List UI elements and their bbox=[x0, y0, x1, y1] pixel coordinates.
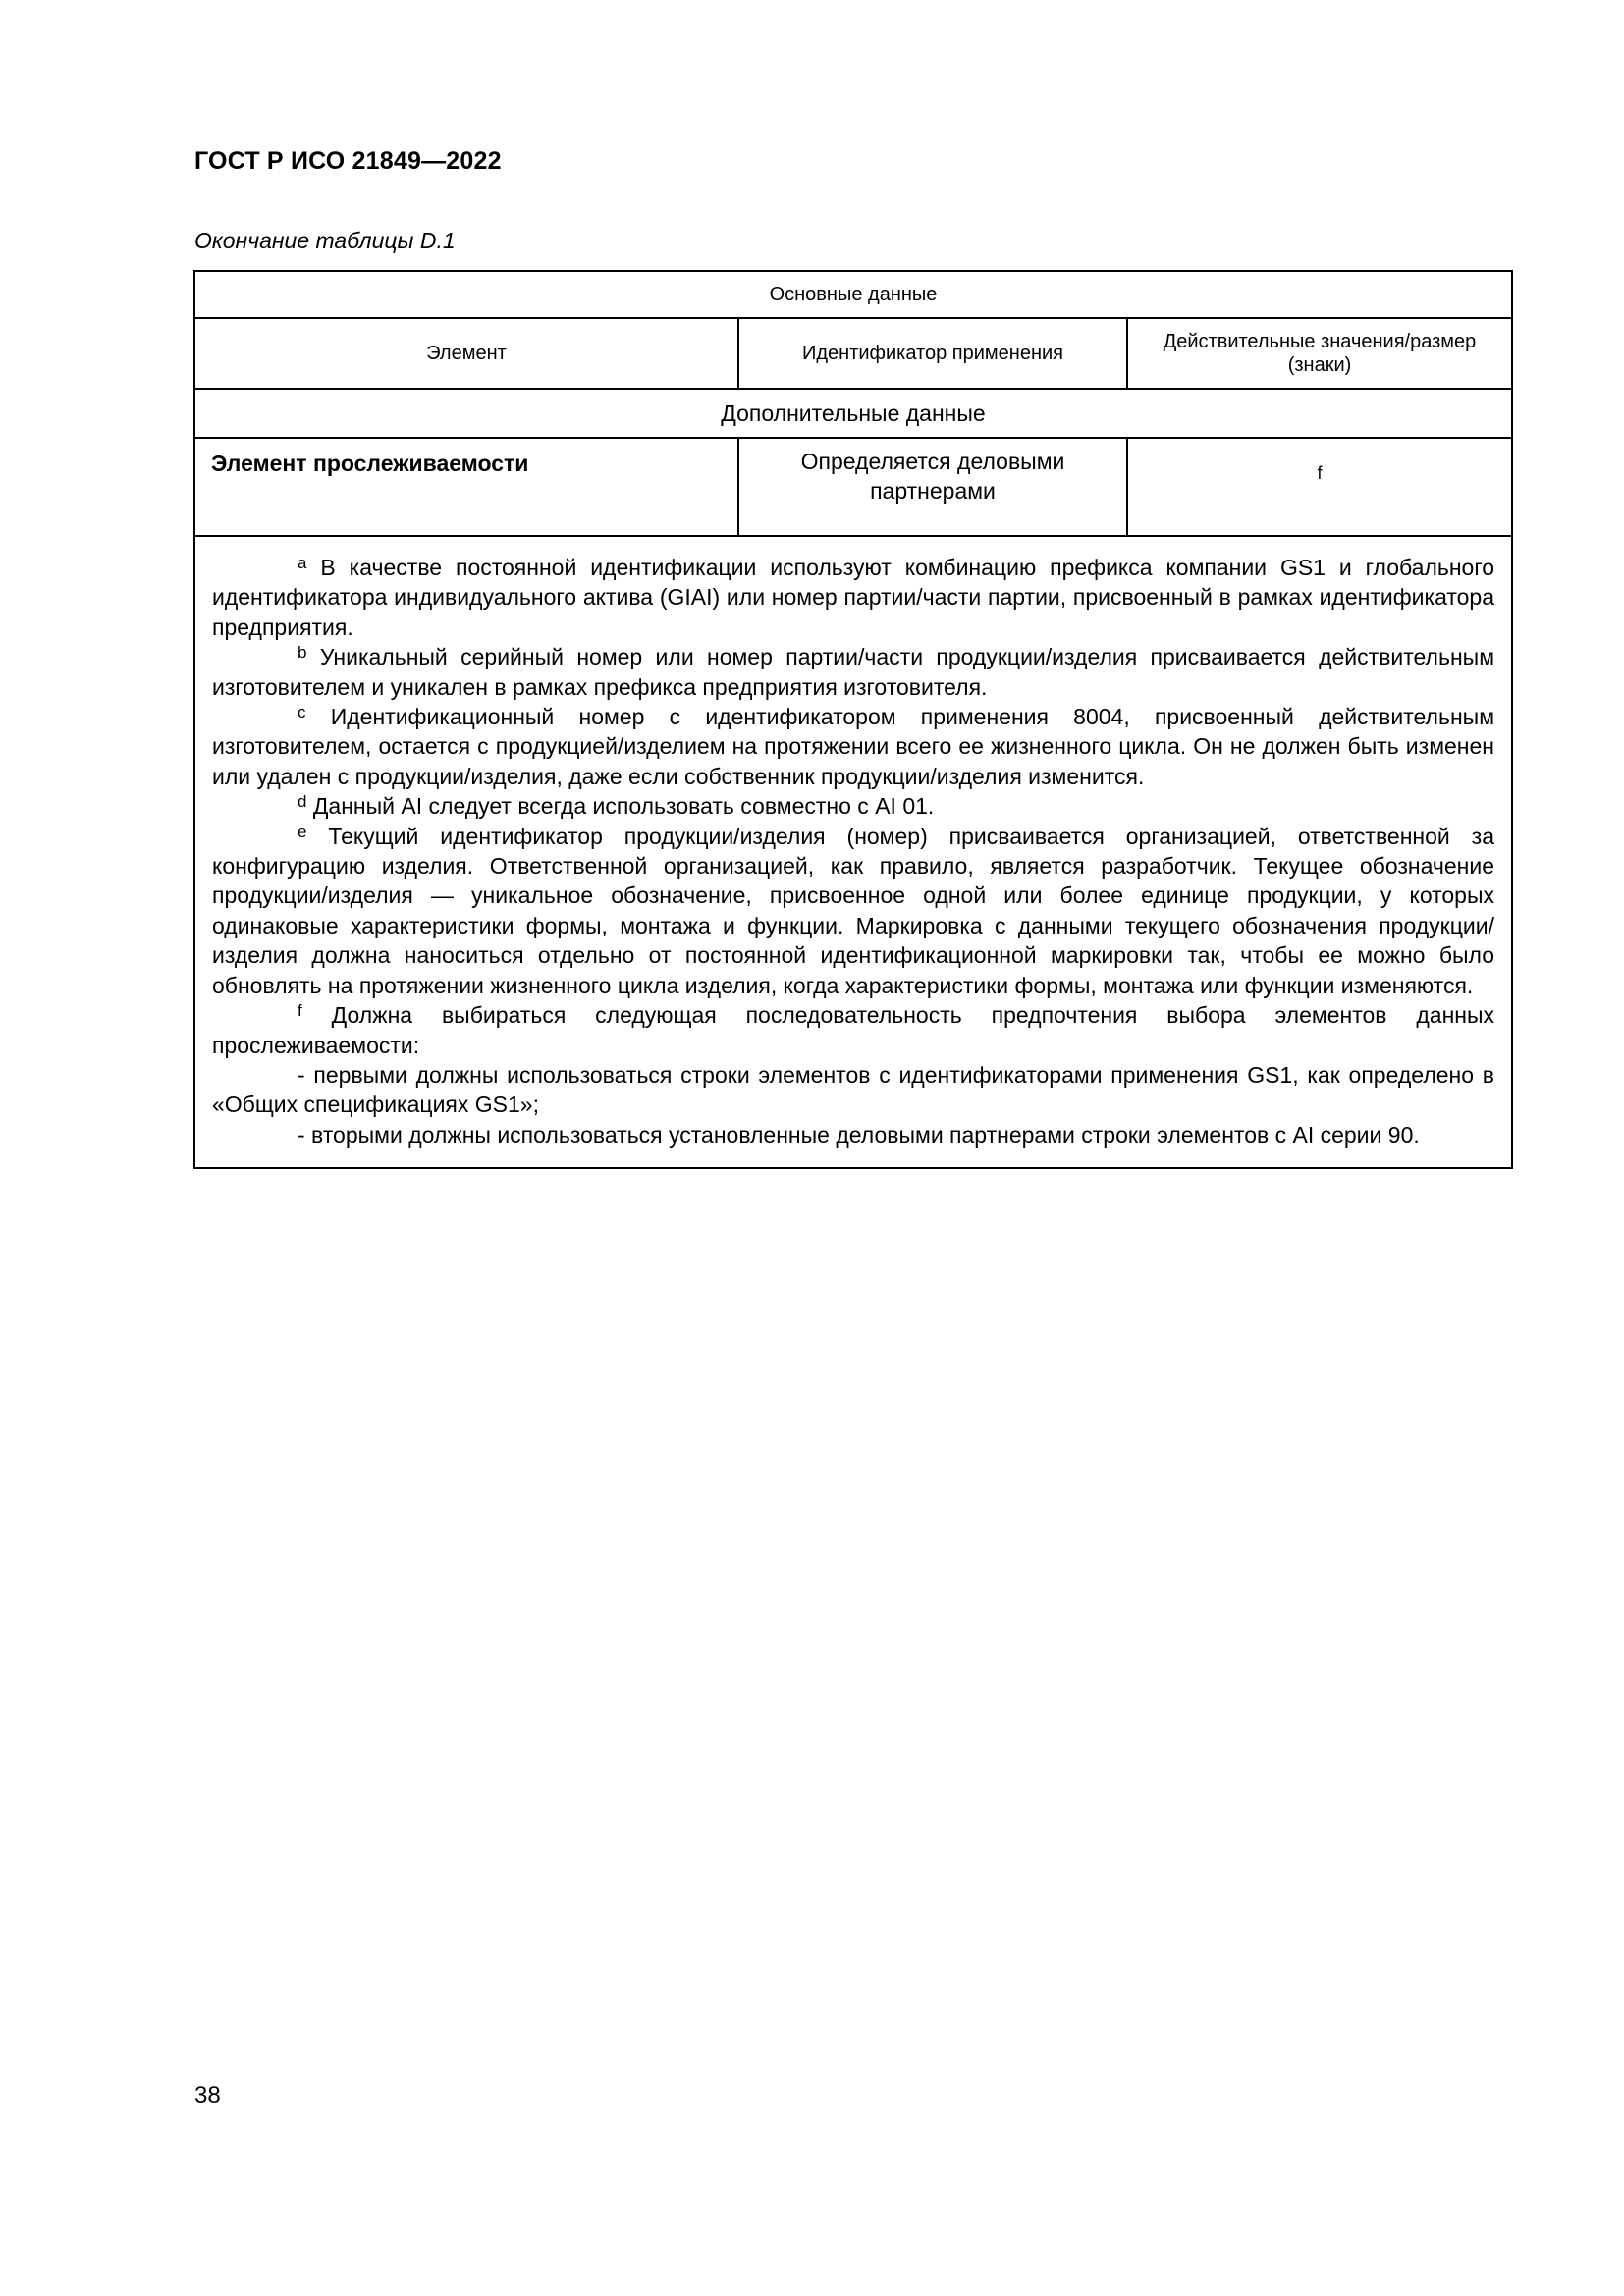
footnote-b bbox=[212, 642, 1494, 702]
footnote-mark: b bbox=[298, 643, 307, 663]
footnote-mark: e bbox=[298, 822, 307, 841]
column-header-element: Элемент bbox=[194, 318, 738, 389]
footnote-mark: f bbox=[298, 1001, 302, 1021]
table-row bbox=[194, 438, 1512, 536]
column-header-application-identifier: Идентификатор применения bbox=[738, 318, 1127, 389]
footnote-c bbox=[212, 702, 1494, 791]
table-row bbox=[194, 271, 1512, 318]
footnote-e bbox=[212, 822, 1494, 1000]
footnote-a bbox=[212, 553, 1494, 642]
cell-element: Элемент прослеживаемости bbox=[194, 438, 738, 536]
footnote-f bbox=[212, 1000, 1494, 1149]
basic-data-header: Основные данные bbox=[194, 271, 1512, 318]
footnote-mark: a bbox=[298, 554, 307, 572]
document-header: ГОСТ Р ИСО 21849—2022 bbox=[194, 147, 502, 175]
data-table bbox=[193, 270, 1513, 1169]
table-row bbox=[194, 536, 1512, 1168]
table-footnotes bbox=[194, 536, 1512, 1168]
additional-data-header: Дополнительные данные bbox=[194, 389, 1512, 438]
footnote-list-item: - вторыми должны использоваться установленные деловыми партнерами строки элементов с AI серии 90. bbox=[298, 1121, 1420, 1148]
column-header-valid-values: Действительные значения/размер (знаки) bbox=[1127, 318, 1512, 389]
footnote-text: Данный AI следует всегда использовать совместно с AI 01. bbox=[312, 793, 935, 820]
footnote-list-item: - первыми должны использоваться строки элементов с идентификаторами применения GS1, как определено в «Общих спецификациях GS1»; bbox=[212, 1061, 1495, 1118]
table-row bbox=[194, 389, 1512, 438]
footnote-d bbox=[212, 791, 1494, 821]
footnote-text: Уникальный серийный номер или номер партии/части продукции/изделия присваивается действительным изготовителем и уникален в рамках префикса предприятия изготовителя. bbox=[212, 644, 1495, 700]
footnote-text: Идентификационный номер с идентификатором применения 8004, присвоенный действительным изготовителем, остается с продукцией/изделием на протяжении всего ее жизненного цикла. Он не должен быть изменен или удален с продукции/изделия, даже если собственник продукции/изделия изменится. bbox=[212, 704, 1495, 789]
footnote-text: Должна выбираться следующая последовательность предпочтения выбора элементов данных прослеживаемости: bbox=[212, 1002, 1495, 1058]
table-row bbox=[194, 318, 1512, 389]
footnote-mark: d bbox=[298, 792, 307, 812]
cell-application-identifier: Определяется деловыми партнерами bbox=[738, 438, 1127, 536]
table-caption: Окончание таблицы D.1 bbox=[194, 228, 456, 253]
footnote-mark: c bbox=[298, 703, 306, 722]
page-number: 38 bbox=[194, 2082, 221, 2109]
cell-valid-values: f bbox=[1127, 438, 1512, 536]
footnote-text: Текущий идентификатор продукции/изделия (номер) присваивается организацией, ответственной за конфигурацию изделия. Ответственной организацией, как правило, является разработчик. Текущее обозначение продукции/изделия — уникальное обозначение, присвоенное одной или более единице продукции, у которых одинаковые характеристики формы, монтажа и функции. Маркировка с данными текущего обозначения продукции/изделия должна наноситься отдельно от постоянной идентификационной маркировки так, чтобы ее можно было обновлять на протяжении жизненного цикла изделия, когда характеристики формы, монтажа или функции изменяются. bbox=[212, 823, 1495, 998]
footnote-text: В качестве постоянной идентификации используют комбинацию префикса компании GS1 и глобального идентификатора индивидуального актива (GIAI) или номер партии/части партии, присвоенный в рамках идентификатора предприятия. bbox=[212, 555, 1495, 640]
